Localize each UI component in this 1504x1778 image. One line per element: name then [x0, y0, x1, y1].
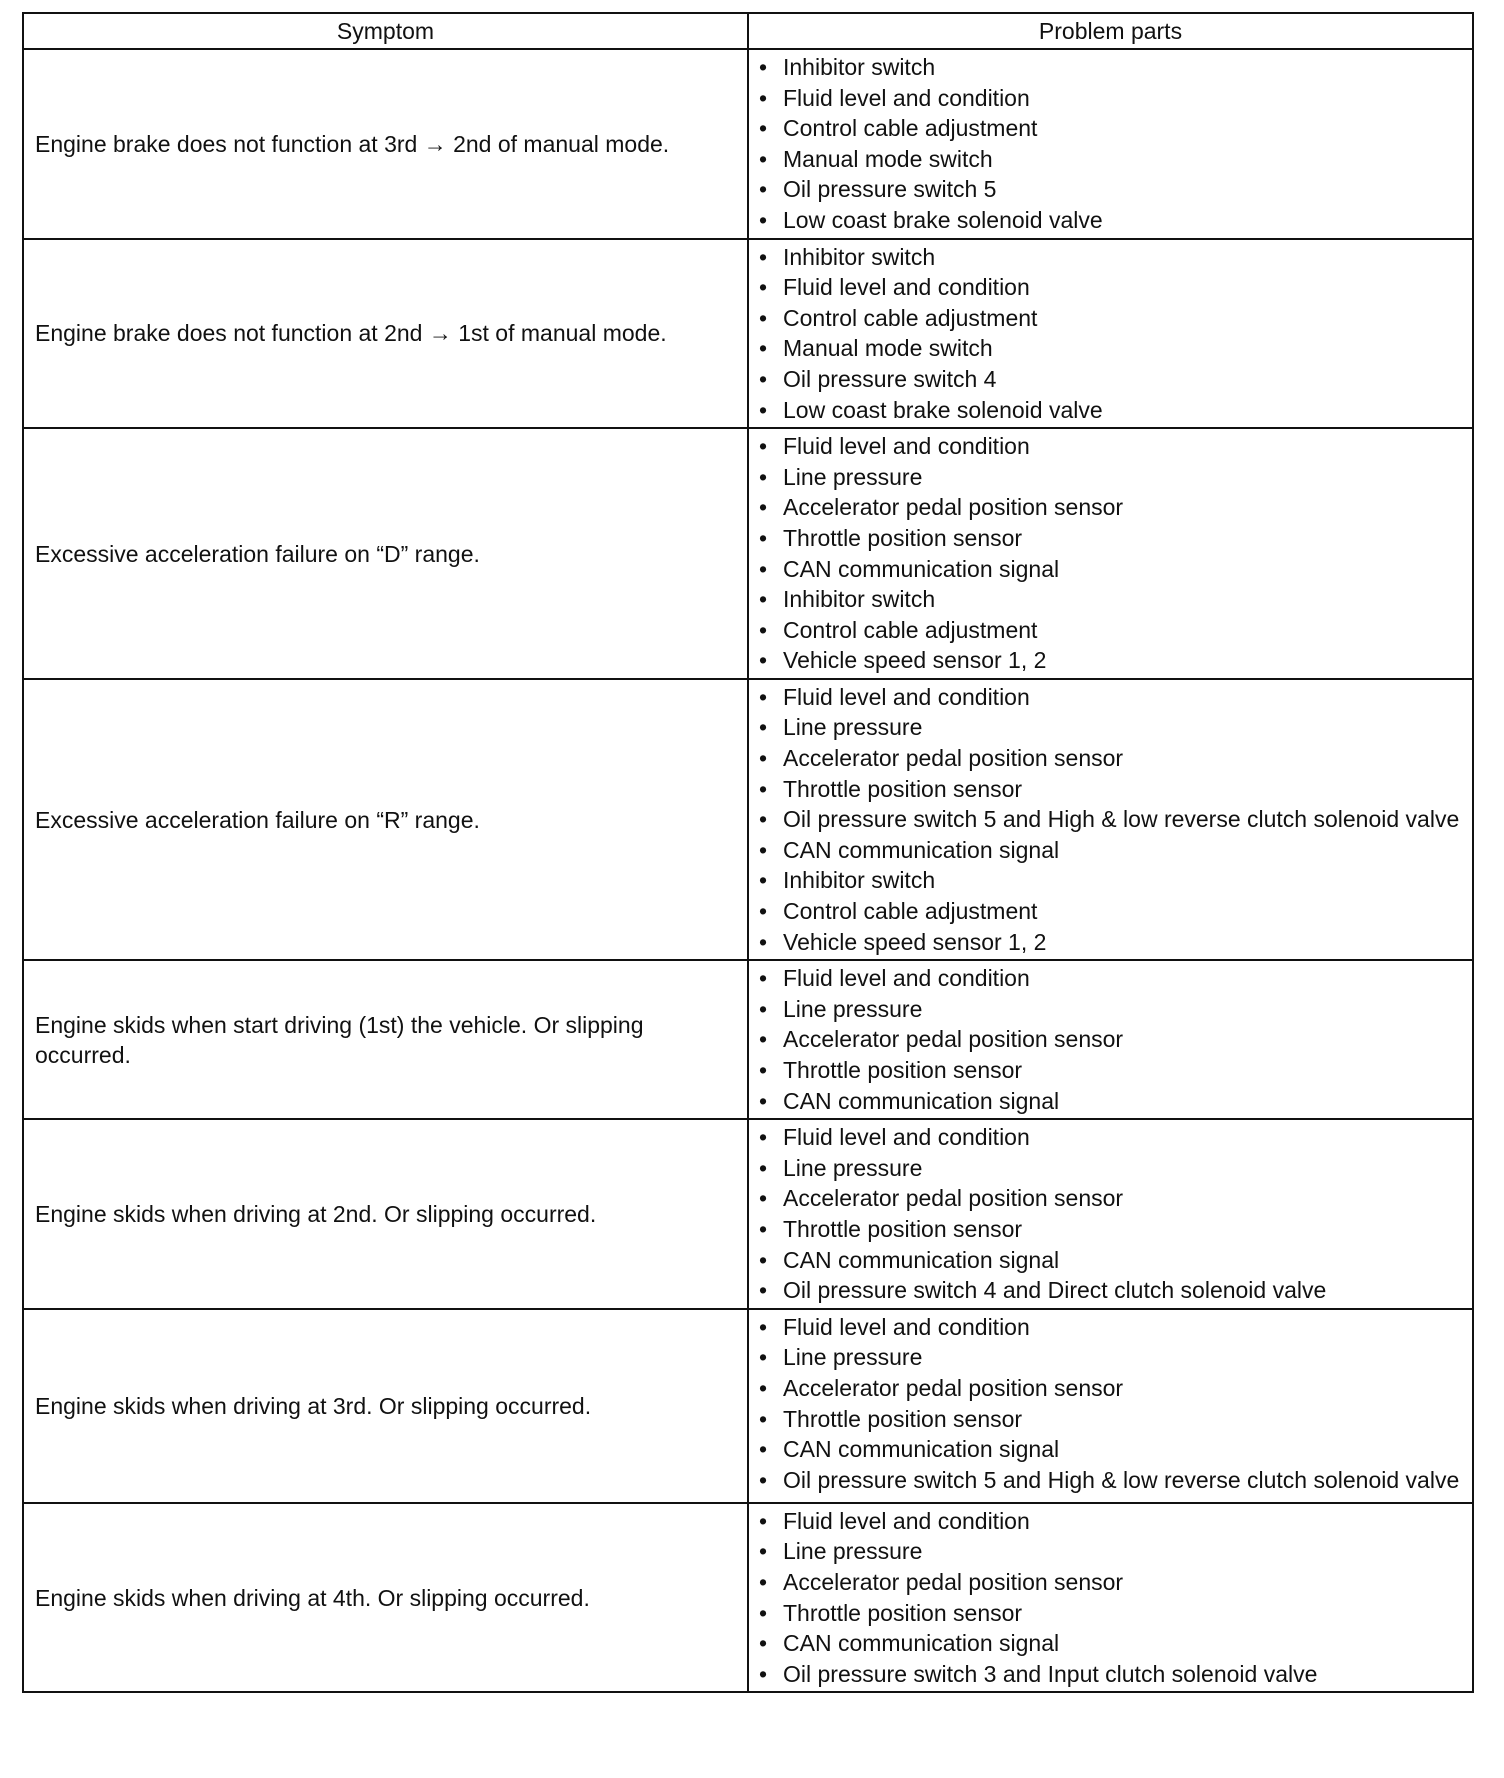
list-item [758, 1567, 1464, 1598]
bullet-icon: • [759, 867, 768, 894]
symptom-cell: Engine skids when driving at 4th. Or slipping occurred. [23, 1503, 748, 1693]
list-item [758, 712, 1464, 743]
part-label: Oil pressure switch 4 [783, 365, 997, 392]
list-item [758, 1598, 1464, 1629]
bullet-icon: • [759, 1405, 768, 1432]
bullet-icon: • [759, 1215, 768, 1242]
bullet-icon: • [759, 365, 768, 392]
bullet-icon: • [759, 1374, 768, 1401]
problem-parts-cell [748, 960, 1473, 1119]
list-item [758, 682, 1464, 713]
part-label: Inhibitor switch [783, 586, 936, 613]
list-item [758, 835, 1464, 866]
part-label: Oil pressure switch 3 and Input clutch solenoid valve [783, 1660, 1318, 1687]
list-item [758, 1404, 1464, 1435]
list-item [758, 1465, 1464, 1496]
list-item [758, 1183, 1464, 1214]
header-problem-parts: Problem parts [748, 13, 1473, 49]
part-label: Accelerator pedal position sensor [783, 1374, 1124, 1401]
table-row [23, 1503, 1473, 1693]
symptom-table [22, 12, 1474, 1693]
bullet-icon: • [759, 396, 768, 423]
list-item [758, 1275, 1464, 1306]
symptom-cell: Engine brake does not function at 2nd → 1st of manual mode. [23, 239, 748, 429]
bullet-icon: • [759, 335, 768, 362]
part-label: CAN communication signal [783, 836, 1060, 863]
bullet-icon: • [759, 586, 768, 613]
list-item [758, 896, 1464, 927]
symptom-cell: Excessive acceleration failure on “R” range. [23, 679, 748, 960]
list-item [758, 303, 1464, 334]
part-label: CAN communication signal [783, 555, 1060, 582]
list-item [758, 1153, 1464, 1184]
part-label: Line pressure [783, 1344, 923, 1371]
part-label: Oil pressure switch 4 and Direct clutch solenoid valve [783, 1277, 1327, 1304]
part-label: Control cable adjustment [783, 616, 1038, 643]
problem-parts-cell [748, 679, 1473, 960]
bullet-icon: • [759, 243, 768, 270]
bullet-icon: • [759, 1344, 768, 1371]
part-label: Fluid level and condition [783, 683, 1030, 710]
bullet-icon: • [759, 1246, 768, 1273]
problem-parts-list [759, 963, 1464, 1116]
table-row [23, 49, 1473, 239]
header-symptom: Symptom [23, 13, 748, 49]
list-item [758, 615, 1464, 646]
problem-parts-list [759, 242, 1464, 426]
problem-parts-list [759, 1506, 1464, 1690]
bullet-icon: • [759, 433, 768, 460]
list-item [758, 804, 1464, 835]
bullet-icon: • [759, 714, 768, 741]
list-item [758, 1659, 1464, 1690]
bullet-icon: • [759, 1277, 768, 1304]
bullet-icon: • [759, 494, 768, 521]
bullet-icon: • [759, 928, 768, 955]
list-item [758, 743, 1464, 774]
list-item [758, 1434, 1464, 1465]
part-label: Accelerator pedal position sensor [783, 494, 1124, 521]
bullet-icon: • [759, 1154, 768, 1181]
part-label: Line pressure [783, 463, 923, 490]
part-label: Fluid level and condition [783, 965, 1030, 992]
bullet-icon: • [759, 1026, 768, 1053]
part-label: Accelerator pedal position sensor [783, 1568, 1124, 1595]
table-row [23, 428, 1473, 679]
list-item [758, 113, 1464, 144]
part-label: Inhibitor switch [783, 54, 936, 80]
bullet-icon: • [759, 1507, 768, 1534]
symptom-cell: Engine skids when driving at 3rd. Or slipping occurred. [23, 1309, 748, 1503]
bullet-icon: • [759, 745, 768, 772]
problem-parts-list [759, 431, 1464, 676]
problem-parts-cell [748, 428, 1473, 679]
part-label: Oil pressure switch 5 and High & low reverse clutch solenoid valve [783, 1466, 1460, 1493]
problem-parts-list [759, 52, 1464, 236]
list-item [758, 1506, 1464, 1537]
part-label: Fluid level and condition [783, 274, 1030, 301]
part-label: CAN communication signal [783, 1087, 1060, 1114]
bullet-icon: • [759, 1466, 768, 1493]
bullet-icon: • [759, 995, 768, 1022]
problem-parts-list [759, 1312, 1464, 1496]
bullet-icon: • [759, 965, 768, 992]
list-item [758, 333, 1464, 364]
part-label: Inhibitor switch [783, 243, 936, 270]
bullet-icon: • [759, 84, 768, 111]
part-label: Inhibitor switch [783, 867, 936, 894]
part-label: Vehicle speed sensor 1, 2 [783, 647, 1047, 674]
part-label: Oil pressure switch 5 [783, 176, 997, 203]
part-label: Throttle position sensor [783, 1405, 1023, 1432]
list-item [758, 1312, 1464, 1343]
bullet-icon: • [759, 1538, 768, 1565]
part-label: Vehicle speed sensor 1, 2 [783, 928, 1047, 955]
bullet-icon: • [759, 524, 768, 551]
bullet-icon: • [759, 145, 768, 172]
problem-parts-cell [748, 1503, 1473, 1693]
table-row [23, 960, 1473, 1119]
list-item [758, 1024, 1464, 1055]
bullet-icon: • [759, 1568, 768, 1595]
bullet-icon: • [759, 1124, 768, 1151]
bullet-icon: • [759, 1185, 768, 1212]
table-row [23, 1119, 1473, 1309]
list-item [758, 1055, 1464, 1086]
part-label: Throttle position sensor [783, 1599, 1023, 1626]
part-label: Accelerator pedal position sensor [783, 745, 1124, 772]
list-item [758, 272, 1464, 303]
part-label: Accelerator pedal position sensor [783, 1026, 1124, 1053]
part-label: Low coast brake solenoid valve [783, 396, 1103, 423]
part-label: Throttle position sensor [783, 1057, 1023, 1083]
list-item [758, 1122, 1464, 1153]
part-label: Low coast brake solenoid valve [783, 206, 1103, 233]
list-item [758, 584, 1464, 615]
part-label: Fluid level and condition [783, 1507, 1030, 1534]
list-item [758, 963, 1464, 994]
bullet-icon: • [759, 176, 768, 203]
list-item [758, 205, 1464, 236]
bullet-icon: • [759, 463, 768, 490]
bullet-icon: • [759, 683, 768, 710]
list-item [758, 52, 1464, 83]
bullet-icon: • [759, 115, 768, 142]
part-label: Line pressure [783, 1538, 923, 1565]
table-row [23, 1309, 1473, 1503]
list-item [758, 431, 1464, 462]
bullet-icon: • [759, 304, 768, 331]
part-label: Fluid level and condition [783, 84, 1030, 111]
bullet-icon: • [759, 206, 768, 233]
part-label: Manual mode switch [783, 145, 993, 172]
problem-parts-cell [748, 1309, 1473, 1503]
list-item [758, 174, 1464, 205]
problem-parts-list [759, 1122, 1464, 1306]
part-label: Control cable adjustment [783, 304, 1038, 331]
bullet-icon: • [759, 1599, 768, 1626]
part-label: Control cable adjustment [783, 898, 1038, 925]
part-label: Line pressure [783, 995, 923, 1022]
list-item [758, 1536, 1464, 1567]
bullet-icon: • [759, 616, 768, 643]
list-item [758, 554, 1464, 585]
list-item [758, 927, 1464, 958]
part-label: Accelerator pedal position sensor [783, 1185, 1124, 1212]
list-item [758, 492, 1464, 523]
bullet-icon: • [759, 1057, 768, 1083]
part-label: Control cable adjustment [783, 115, 1038, 142]
list-item [758, 774, 1464, 805]
problem-parts-cell [748, 49, 1473, 239]
part-label: Throttle position sensor [783, 775, 1023, 802]
part-label: Oil pressure switch 5 and High & low reverse clutch solenoid valve [783, 806, 1460, 833]
bullet-icon: • [759, 898, 768, 925]
symptom-cell: Engine brake does not function at 3rd → 2nd of manual mode. [23, 49, 748, 239]
problem-parts-cell [748, 1119, 1473, 1309]
bullet-icon: • [759, 836, 768, 863]
table-header-row [23, 13, 1473, 49]
list-item [758, 1342, 1464, 1373]
part-label: Fluid level and condition [783, 1313, 1030, 1340]
part-label: Line pressure [783, 1154, 923, 1181]
bullet-icon: • [759, 1087, 768, 1114]
bullet-icon: • [759, 1660, 768, 1687]
list-item [758, 645, 1464, 676]
bullet-icon: • [759, 647, 768, 674]
list-item [758, 1373, 1464, 1404]
list-item [758, 1086, 1464, 1117]
table-body [23, 49, 1473, 1692]
part-label: CAN communication signal [783, 1630, 1060, 1657]
part-label: Line pressure [783, 714, 923, 741]
symptom-cell: Engine skids when driving at 2nd. Or slipping occurred. [23, 1119, 748, 1309]
part-label: CAN communication signal [783, 1436, 1060, 1463]
part-label: Throttle position sensor [783, 1215, 1023, 1242]
list-item [758, 144, 1464, 175]
list-item [758, 242, 1464, 273]
list-item [758, 865, 1464, 896]
list-item [758, 1628, 1464, 1659]
list-item [758, 994, 1464, 1025]
list-item [758, 462, 1464, 493]
bullet-icon: • [759, 775, 768, 802]
table-row [23, 239, 1473, 429]
symptom-cell: Excessive acceleration failure on “D” range. [23, 428, 748, 679]
bullet-icon: • [759, 54, 768, 80]
part-label: Manual mode switch [783, 335, 993, 362]
list-item [758, 395, 1464, 426]
problem-parts-cell [748, 239, 1473, 429]
list-item [758, 523, 1464, 554]
part-label: Fluid level and condition [783, 1124, 1030, 1151]
bullet-icon: • [759, 274, 768, 301]
part-label: Fluid level and condition [783, 433, 1030, 460]
part-label: CAN communication signal [783, 1246, 1060, 1273]
list-item [758, 364, 1464, 395]
symptom-cell: Engine skids when start driving (1st) the vehicle. Or slipping occurred. [23, 960, 748, 1119]
table-row [23, 679, 1473, 960]
bullet-icon: • [759, 1630, 768, 1657]
bullet-icon: • [759, 806, 768, 833]
list-item [758, 1214, 1464, 1245]
problem-parts-list [759, 682, 1464, 957]
bullet-icon: • [759, 1313, 768, 1340]
list-item [758, 1245, 1464, 1276]
part-label: Throttle position sensor [783, 524, 1023, 551]
bullet-icon: • [759, 555, 768, 582]
bullet-icon: • [759, 1436, 768, 1463]
list-item [758, 83, 1464, 114]
